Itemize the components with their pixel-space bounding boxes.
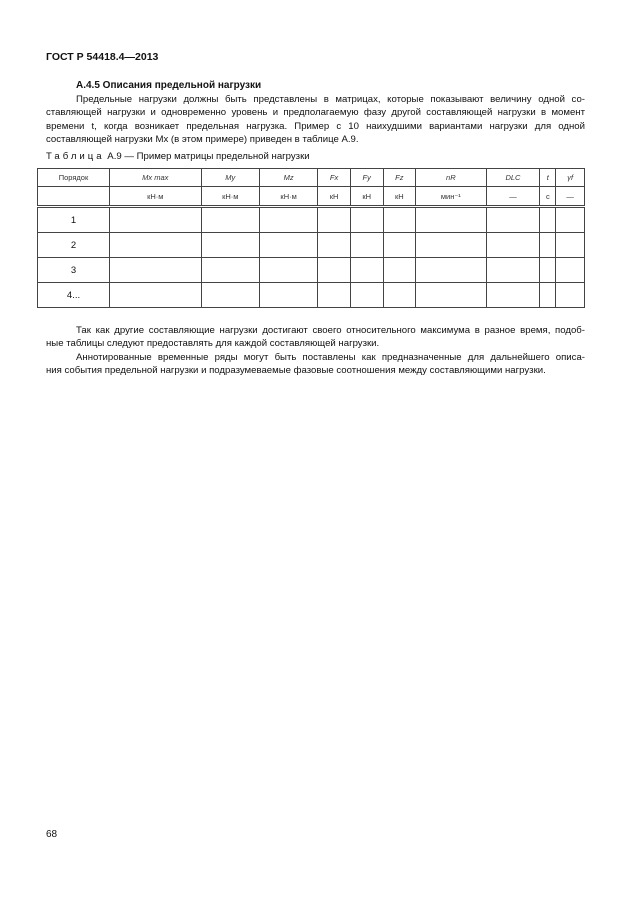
table-unit-cell: кН·м — [110, 187, 202, 207]
table-header-cell: Fx — [318, 169, 351, 187]
table-cell — [259, 283, 317, 308]
text-line: ные таблицы следуют предоставлять для каждой составляющей нагрузки. — [46, 338, 380, 350]
table-cell — [350, 258, 383, 283]
table-cell — [259, 258, 317, 283]
text-line: ния события предельной нагрузки и подразумеваемые фазовые соотношения между составляющими нагрузки. — [46, 365, 546, 377]
table-header-cell: nR — [416, 169, 486, 187]
table-cell — [383, 207, 416, 233]
paragraph-3 — [46, 351, 585, 378]
table-cell — [110, 233, 202, 258]
row-order-cell: 3 — [38, 258, 110, 283]
table-unit-cell: мин⁻¹ — [416, 187, 486, 207]
text-line: составляющей нагрузки Mx (в этом примере) приведен в таблице А.9. — [46, 134, 359, 146]
page-number: 68 — [46, 829, 58, 840]
table-cell — [540, 233, 556, 258]
table-cell — [486, 207, 540, 233]
table-cell — [110, 258, 202, 283]
table-unit-cell: кН — [350, 187, 383, 207]
table-cell — [259, 207, 317, 233]
table-cell — [383, 233, 416, 258]
table-header-cell: Mx max — [110, 169, 202, 187]
row-order-cell: 1 — [38, 207, 110, 233]
table-cell — [416, 233, 486, 258]
table-cell — [540, 207, 556, 233]
table-row — [38, 258, 585, 283]
table-cell — [556, 233, 585, 258]
text-line: Аннотированные временные ряды могут быть поставлены как предназначенные для дальнейшего описа- — [76, 352, 585, 363]
text-line: времени t, когда возникает предельная нагрузка. Пример с 10 наихудшими вариантами нагрузки для одной — [46, 120, 585, 132]
table-cell — [201, 233, 259, 258]
table-header-row — [38, 169, 585, 187]
table-cell — [318, 283, 351, 308]
table-header-cell: Порядок — [38, 169, 110, 187]
table-cell — [416, 207, 486, 233]
paragraph-1 — [46, 93, 585, 147]
table-cell — [259, 233, 317, 258]
table-header-cell: My — [201, 169, 259, 187]
table-cell — [416, 283, 486, 308]
table-cell — [540, 283, 556, 308]
caption-text: А.9 — Пример матрицы предельной нагрузки — [104, 151, 310, 162]
table-cell — [486, 233, 540, 258]
table-cell — [350, 283, 383, 308]
table-cell — [318, 258, 351, 283]
table-cell — [350, 233, 383, 258]
text-line: Так как другие составляющие нагрузки достигают своего относительного максимума в разное время, подоб- — [76, 325, 585, 336]
table-row — [38, 207, 585, 233]
document-header: ГОСТ Р 54418.4—2013 — [46, 51, 159, 63]
table-cell — [486, 283, 540, 308]
table-unit-cell: кН·м — [259, 187, 317, 207]
table-header-cell: t — [540, 169, 556, 187]
table-caption — [46, 151, 310, 162]
table-unit-cell: — — [556, 187, 585, 207]
paragraph-2 — [46, 324, 585, 351]
table-cell — [201, 258, 259, 283]
table-units-row — [38, 187, 585, 207]
table-unit-cell: кН — [383, 187, 416, 207]
table-unit-cell: — — [486, 187, 540, 207]
text-line: Предельные нагрузки должны быть представлены в матрицах, которые показывают величину одной со- — [76, 94, 585, 105]
table-cell — [110, 207, 202, 233]
table-cell — [318, 207, 351, 233]
table-cell — [383, 283, 416, 308]
table-cell — [556, 258, 585, 283]
table-unit-cell: кН·м — [201, 187, 259, 207]
limit-load-matrix-table — [37, 168, 585, 308]
table-cell — [110, 283, 202, 308]
table-cell — [318, 233, 351, 258]
table-header-cell: DLC — [486, 169, 540, 187]
table-cell — [556, 283, 585, 308]
row-order-cell: 2 — [38, 233, 110, 258]
table-cell — [201, 207, 259, 233]
table-cell — [350, 207, 383, 233]
text-line: ставляющей нагрузки и одновременно уровень и предполагаемую фазу другой составляющей нагрузки в момент — [46, 107, 585, 119]
table-header-cell: γf — [556, 169, 585, 187]
table-header-cell: Fz — [383, 169, 416, 187]
table-row — [38, 233, 585, 258]
table-cell — [556, 207, 585, 233]
table-unit-cell: с — [540, 187, 556, 207]
table-cell — [201, 283, 259, 308]
table-cell — [486, 258, 540, 283]
caption-word: Таблица — [46, 151, 105, 162]
table-unit-cell — [38, 187, 110, 207]
table-cell — [540, 258, 556, 283]
table-header-cell: Mz — [259, 169, 317, 187]
table-header-cell: Fy — [350, 169, 383, 187]
table-unit-cell: кН — [318, 187, 351, 207]
table-cell — [383, 258, 416, 283]
table-row — [38, 283, 585, 308]
table-cell — [416, 258, 486, 283]
row-order-cell: 4... — [38, 283, 110, 308]
section-title: А.4.5 Описания предельной нагрузки — [76, 80, 262, 91]
